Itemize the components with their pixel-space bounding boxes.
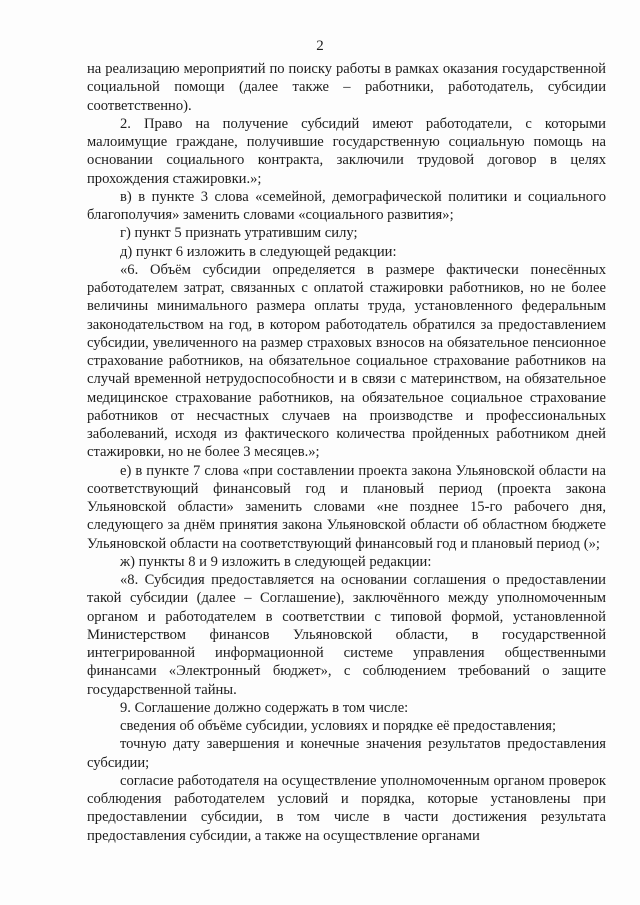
- paragraph-clause-2: 2. Право на получение субсидий имеют работодатели, с которыми малоимущие граждане, получившие государственную социальную помощь на основании социального контракта, заключили трудовой договор в целях прохождения стажировки.»;: [87, 115, 606, 187]
- page-number: 2: [316, 38, 324, 54]
- paragraph-item-d: д) пункт 6 изложить в следующей редакции:: [120, 243, 397, 260]
- paragraph-clause-8: «8. Субсидия предоставляется на основании соглашения о предоставлении такой субсидии (далее – Соглашение), заключённого между уполномоченным органом и работодателем в соответствии с типовой формой, установленной Министерством финансов Ульяновской области, в государственной интегрированной информационной системе управления общественными финансами «Электронный бюджет», с соблюдением требований о защите государственной тайны.: [87, 572, 606, 698]
- paragraph-clause-6: «6. Объём субсидии определяется в размере фактически понесённых работодателем затрат, связанных с оплатой стажировки работников, но не более величины минимального размера оплаты труда, установленного федеральным законодательством на год, в котором работодатель обратился за предоставлением субсидии, увеличенного на размер страховых взносов на обязательное пенсионное страхование работников, на обязательное социальное страхование работников на случай временной нетрудоспособности и в связи с материнством, на обязательное медицинское страхование работников, на обязательное социальное страхование работников от несчастных случаев на производстве и профессиональных заболеваний, исходя из фактического количества пройденных работником дней стажировки, но не более 3 месяцев.»;: [87, 261, 606, 461]
- document-body: [87, 60, 606, 845]
- paragraph-employer-consent: согласие работодателя на осуществление уполномоченным органом проверок соблюдения работодателем условий и порядка, которые установлены при предоставлении субсидии, в том числе в части достижения результата предоставления субсидии, а также на осуществление органами: [87, 772, 606, 844]
- paragraph-item-zh: ж) пункты 8 и 9 изложить в следующей редакции:: [120, 553, 432, 570]
- paragraph-item-v: в) в пункте 3 слова «семейной, демографической политики и социального благополучия» заменить словами «социального развития»;: [87, 188, 606, 223]
- paragraph-continuation: на реализацию мероприятий по поиску работы в рамках оказания государственной социальной помощи (далее также – работники, работодатель, субсидии соответственно).: [87, 61, 606, 114]
- paragraph-item-e: е) в пункте 7 слова «при составлении проекта закона Ульяновской области на соответствующий финансовый год и плановый период (проекта закона Ульяновской области» заменить словами «не позднее 15-го рабочего дня, следующего за днём принятия закона Ульяновской области об областном бюджете Ульяновской области на соответствующий финансовый год и плановый период (»;: [87, 462, 606, 552]
- paragraph-exact-date: точную дату завершения и конечные значения результатов предоставления субсидии;: [87, 736, 606, 771]
- paragraph-item-g: г) пункт 5 признать утратившим силу;: [120, 225, 358, 242]
- paragraph-clause-9: 9. Соглашение должно содержать в том числе:: [120, 699, 409, 716]
- paragraph-subsidy-info: сведения об объёме субсидии, условиях и порядке её предоставления;: [120, 718, 557, 734]
